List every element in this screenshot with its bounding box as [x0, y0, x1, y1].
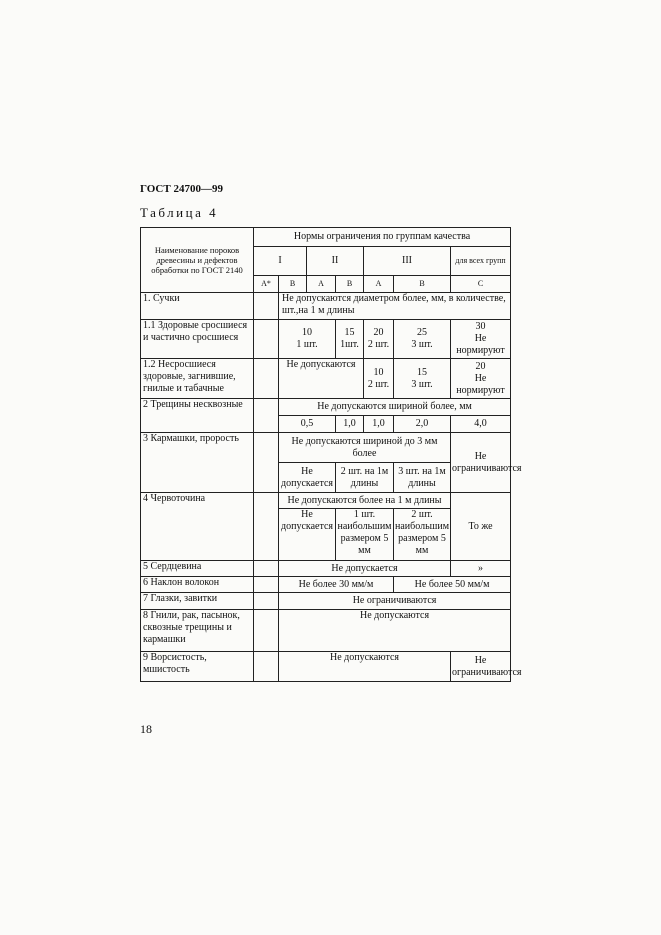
norm-text: Не допускаются: [279, 652, 451, 682]
norm-value: 0,5: [279, 416, 336, 433]
group-II: II: [307, 247, 364, 276]
subgroup-cell: A*: [254, 276, 279, 293]
quality-norms-table: [140, 227, 522, 682]
subgroup-cell: B: [394, 276, 451, 293]
norm-value: Не более 30 мм/м: [279, 577, 394, 593]
table-title: Таблица 4: [140, 205, 219, 220]
norm-value: Не допускается: [279, 509, 336, 561]
norm-value: То же: [451, 493, 511, 561]
group-all: для всех групп: [451, 247, 511, 276]
norm-text: Не допускаются: [279, 610, 511, 652]
row-name: 1.1 Здоровые сросшиеся и частично сросшиеся: [141, 320, 254, 359]
norm-value: 15 3 шт.: [394, 359, 451, 399]
norm-text: Не ограничиваются: [279, 593, 511, 610]
norm-value: 25 3 шт.: [394, 320, 451, 359]
row-name: 2 Трещины несквозные: [141, 399, 254, 433]
norm-value: 10 2 шт.: [364, 359, 394, 399]
norm-value: 10 1 шт.: [279, 320, 336, 359]
norm-value: 1,0: [364, 416, 394, 433]
document-code: ГОСТ 24700—99: [140, 183, 223, 195]
norm-value: Не ограничиваются: [451, 652, 511, 682]
norm-value: 4,0: [451, 416, 511, 433]
norm-text: Не допускаются диаметром более, мм, в количестве, шт.,на 1 м длины: [279, 293, 511, 320]
norm-value: Не ограничиваются: [451, 433, 511, 493]
header-defect-name: Наименование пороков древесины и дефектов обработки по ГОСТ 2140: [141, 228, 254, 293]
norm-value: 2 шт. наибольшим размером 5 мм: [394, 509, 451, 561]
subgroup-cell: A: [364, 276, 394, 293]
row-name: 1.2 Несросшиеся здоровые, загнившие, гнилые и табачные: [141, 359, 254, 399]
norm-value: 3 шт. на 1м длины: [394, 463, 451, 493]
norm-value: »: [451, 561, 511, 577]
row-name: 1. Сучки: [141, 293, 254, 320]
row-name: 4 Червоточина: [141, 493, 254, 561]
norm-text: Не допускаются: [279, 359, 364, 399]
row-name: 9 Ворсистость, мшистость: [141, 652, 254, 682]
subgroup-cell: C: [451, 276, 511, 293]
page-number: 18: [140, 722, 152, 736]
norm-value: 1 шт. наибольшим размером 5 мм: [336, 509, 394, 561]
row-name: 5 Сердцевина: [141, 561, 254, 577]
norm-value: 15 1шт.: [336, 320, 364, 359]
norm-text: Не допускается: [279, 561, 451, 577]
group-I: I: [254, 247, 307, 276]
norm-value: 2 шт. на 1м длины: [336, 463, 394, 493]
header-norms: Нормы ограничения по группам качества: [254, 228, 511, 247]
norm-text: Не допускаются шириной более, мм: [279, 399, 511, 416]
norm-text: Не допускаются более на 1 м длины: [279, 493, 451, 509]
group-III: III: [364, 247, 451, 276]
norm-value: 1,0: [336, 416, 364, 433]
subgroup-cell: A: [307, 276, 336, 293]
norm-value: Не более 50 мм/м: [394, 577, 511, 593]
norm-text: Не допускаются шириной до 3 мм более: [279, 433, 451, 463]
norm-value: 20 Не нормируют: [451, 359, 511, 399]
row-name: 7 Глазки, завитки: [141, 593, 254, 610]
subgroup-cell: B: [279, 276, 307, 293]
row-name: 3 Кармашки, прорость: [141, 433, 254, 493]
norm-value: 2,0: [394, 416, 451, 433]
subgroup-cell: B: [336, 276, 364, 293]
row-name: 8 Гнили, рак, пасынок, сквозные трещины и кармашки: [141, 610, 254, 652]
norm-value: 30 Не нормируют: [451, 320, 511, 359]
norm-value: 20 2 шт.: [364, 320, 394, 359]
norm-value: Не допускается: [279, 463, 336, 493]
row-name: 6 Наклон волокон: [141, 577, 254, 593]
